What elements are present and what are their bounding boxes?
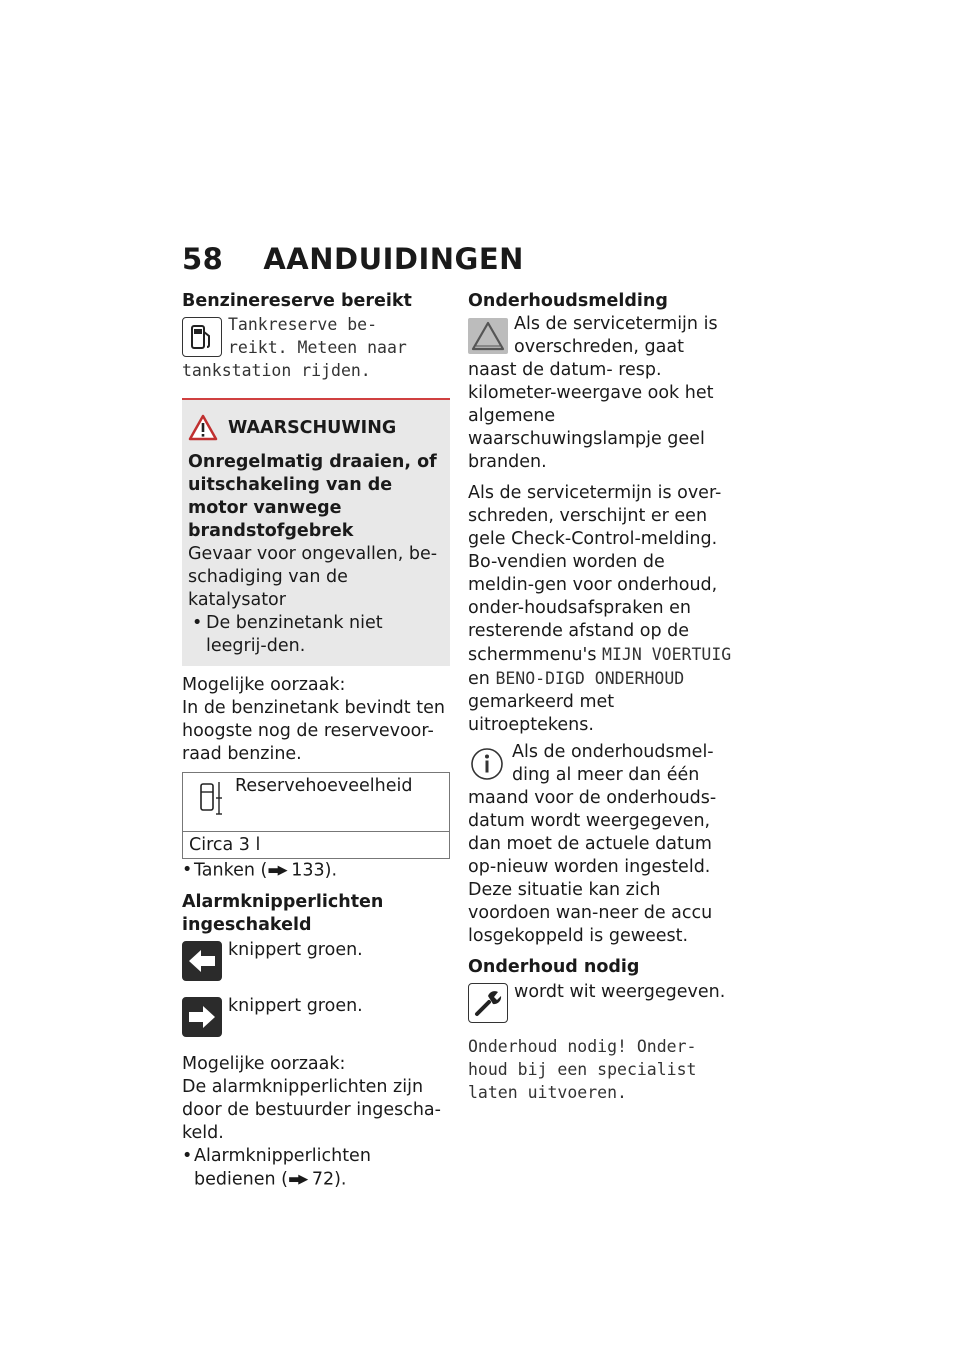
fuel-heading: Benzinereserve bereikt: [182, 291, 412, 311]
warning-body: Gevaar voor ongevallen, be-schadiging van de katalysator: [188, 544, 438, 610]
service-info: Als de onderhoudsmel-ding al meer dan één maand voor de onderhouds-datum wordt weergegeven, dan moet de actuele datum op-nieuw worden ingesteld. Deze situatie kan zich voordoen wan-neer de accu losgekoppeld is geweest.: [468, 742, 717, 946]
arrow-right-icon: [182, 997, 222, 1037]
cause-text: In de benzinetank bevindt ten hoogste nog de reservevoor-raad benzine.: [182, 698, 445, 764]
hazard-page-link[interactable]: 72: [311, 1169, 335, 1189]
warning-lamp-icon: [468, 317, 508, 355]
reserve-header-text: Reservehoeveelheid: [235, 776, 413, 796]
wrench-icon: [468, 983, 508, 1023]
service-p2: [468, 482, 736, 737]
warning-box: [182, 398, 450, 666]
info-icon: [468, 745, 506, 783]
hazard-right-text: knippert groen.: [228, 995, 363, 1016]
hazard-bullet-suffix: ).: [334, 1169, 347, 1189]
hazard-bullet-text: Alarmknipperlichten bedienen (: [194, 1145, 371, 1189]
right-column: [468, 290, 736, 1104]
hazard-left-text: knippert groen.: [228, 939, 363, 960]
service-heading: Onderhoudsmelding: [468, 291, 668, 311]
reserve-table-header: [183, 773, 450, 832]
page-number: 58: [182, 242, 224, 276]
arrow-left-icon: [182, 941, 222, 981]
page-ref-arrow-icon: ▬▶: [287, 1171, 307, 1187]
fuel-message-line: tankstation rijden.: [182, 361, 371, 380]
page-ref-arrow-icon: ▬▶: [267, 863, 286, 878]
warning-subtitle: Onregelmatig draaien, of uitschakeling van de motor vanwege brandstofgebrek: [188, 452, 437, 541]
warning-triangle-icon: [188, 414, 218, 441]
hazard-heading: Alarmknipperlichten ingeschakeld: [182, 891, 384, 935]
fuel-message: [182, 313, 450, 359]
reserve-value: Circa 3 l: [183, 832, 450, 859]
tank-page-link[interactable]: 133: [291, 860, 325, 881]
menu-service-required: BENO-DIGD ONDERHOUD: [495, 669, 685, 688]
maintenance-message: [468, 1035, 736, 1104]
warning-title-text: WAARSCHUWING: [228, 417, 397, 438]
maintenance-heading: Onderhoud nodig: [468, 957, 640, 977]
maintenance-message-line: laten uitvoeren.: [468, 1083, 627, 1102]
service-p2-text: Als de servicetermijn is over-schreden, verschijnt er een gele Check-Control-melding. Bo-vendien worden de meldin-gen voor onderhoud, onder-houdsafspraken en resterende afstand op de schermmenu's: [468, 483, 722, 665]
warning-bullet: • De benzinetank niet leegrij-den.: [188, 612, 444, 658]
fuel-message-line: Tankreserve be-: [228, 315, 378, 334]
tank-bullet-suffix: ).: [324, 860, 338, 881]
left-column: [182, 290, 450, 1191]
tank-bullet-text: Tanken (: [194, 860, 268, 881]
maintenance-text: wordt wit weergegeven.: [514, 982, 726, 1002]
hazard-cause-text: De alarmknipperlichten zijn door de bestuurder ingescha-keld.: [182, 1076, 441, 1143]
page-header: [182, 242, 524, 276]
service-p2-end: gemarkeerd met uitroeptekens.: [468, 692, 615, 735]
hazard-cause-label: Mogelijke oorzaak:: [182, 1053, 346, 1074]
maintenance-message-line: Onderhoud nodig! Onder-: [468, 1037, 697, 1056]
cause-label: Mogelijke oorzaak:: [182, 675, 346, 695]
hazard-bullet: [182, 1145, 450, 1192]
maintenance-message-line: houd bij een specialist: [468, 1060, 697, 1079]
warning-title: [188, 414, 444, 441]
page-title: AANDUIDINGEN: [263, 242, 524, 276]
reserve-table: [182, 772, 450, 859]
fuel-message-line: reikt. Meteen naar: [228, 338, 407, 357]
menu-my-vehicle: MIJN VOERTUIG: [602, 645, 732, 664]
service-and: en: [468, 669, 490, 689]
fuel-can-icon: [197, 778, 225, 823]
fuel-pump-icon: [182, 317, 222, 357]
service-p1: Als de servicetermijn is overschreden, gaat naast de datum- resp. kilometer-weergave ook het algemene waarschuwingslampje geel branden.: [468, 314, 718, 472]
tank-bullet: [182, 859, 450, 883]
